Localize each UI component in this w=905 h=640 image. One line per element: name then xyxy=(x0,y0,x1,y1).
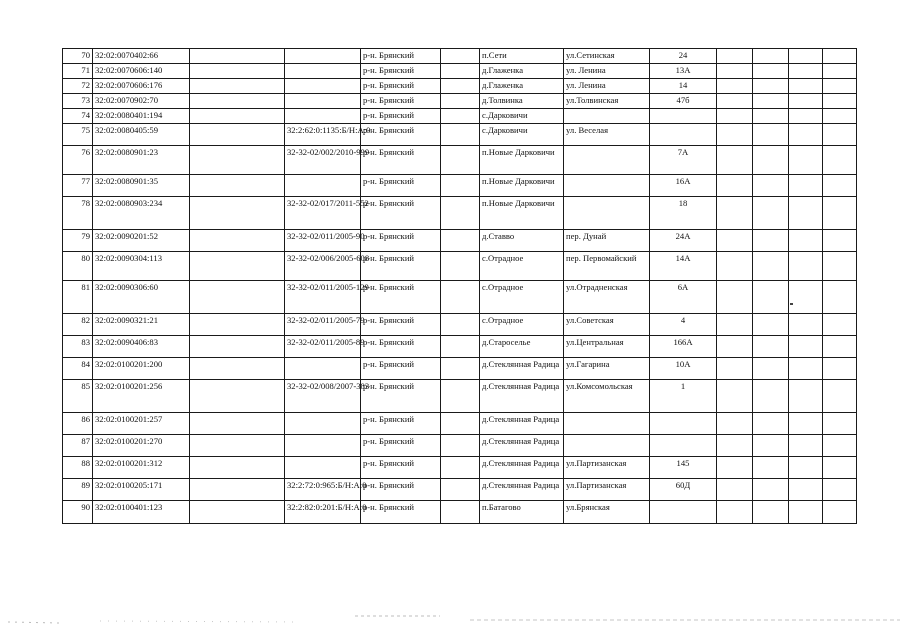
cell-e2 xyxy=(753,146,789,175)
cell-street: ул.Брянская xyxy=(564,501,650,524)
cell-e2 xyxy=(753,380,789,413)
cell-house: 60Д xyxy=(650,479,717,501)
table-row xyxy=(63,457,857,479)
cell-e3 xyxy=(789,230,823,252)
cell-street xyxy=(564,109,650,124)
cell-street xyxy=(564,413,650,435)
cell-e4 xyxy=(823,358,857,380)
cell-e3 xyxy=(789,146,823,175)
cell-settlement: д.Ставво xyxy=(480,230,564,252)
cell-house: 47б xyxy=(650,94,717,109)
cell-e2 xyxy=(753,64,789,79)
cell-no: 77 xyxy=(63,175,93,197)
cell-c3 xyxy=(190,109,285,124)
cell-c3 xyxy=(190,413,285,435)
cell-cadastral: 32:02:0080401:194 xyxy=(93,109,190,124)
cell-settlement: п.Новые Дарковичи xyxy=(480,175,564,197)
cell-e1 xyxy=(717,413,753,435)
cell-e1 xyxy=(717,380,753,413)
cell-no: 73 xyxy=(63,94,93,109)
cell-settlement: д.Стеклянная Радица xyxy=(480,413,564,435)
cell-e2 xyxy=(753,94,789,109)
cell-e3 xyxy=(789,197,823,230)
cell-cadastral: 32:02:0070902:70 xyxy=(93,94,190,109)
cell-house: 14 xyxy=(650,79,717,94)
cell-c4: 32-32-02/017/2011-552 xyxy=(285,197,361,230)
cell-e1 xyxy=(717,197,753,230)
cell-e1 xyxy=(717,252,753,281)
cell-e4 xyxy=(823,230,857,252)
cell-street: ул. Ленина xyxy=(564,64,650,79)
cell-c6 xyxy=(441,380,480,413)
cell-no: 75 xyxy=(63,124,93,146)
cell-e1 xyxy=(717,479,753,501)
cell-district: р-н. Брянский xyxy=(361,94,441,109)
cell-e3 xyxy=(789,501,823,524)
table-row xyxy=(63,501,857,524)
cell-house: 6А xyxy=(650,281,717,314)
cell-settlement: с.Отрадное xyxy=(480,281,564,314)
cell-c3 xyxy=(190,358,285,380)
cell-no: 86 xyxy=(63,413,93,435)
cell-cadastral: 32:02:0090321:21 xyxy=(93,314,190,336)
cell-house: 1 xyxy=(650,380,717,413)
table-row xyxy=(63,252,857,281)
cell-e2 xyxy=(753,479,789,501)
cell-cadastral: 32:02:0080901:23 xyxy=(93,146,190,175)
cell-house xyxy=(650,109,717,124)
cell-no: 79 xyxy=(63,230,93,252)
cell-e4 xyxy=(823,435,857,457)
cell-e3 xyxy=(789,124,823,146)
cell-e3 xyxy=(789,109,823,124)
cell-e3 xyxy=(789,49,823,64)
cell-street: ул.Партизанская xyxy=(564,479,650,501)
cell-c6 xyxy=(441,336,480,358)
table-row xyxy=(63,146,857,175)
scan-speck xyxy=(790,303,793,305)
cell-settlement: д.Стеклянная Радица xyxy=(480,358,564,380)
table-row xyxy=(63,281,857,314)
cell-no: 82 xyxy=(63,314,93,336)
cell-street: ул. Ленина xyxy=(564,79,650,94)
cell-c4: 32:2:62:0:1135:Б/Н:А:0 xyxy=(285,124,361,146)
cell-cadastral: 32:02:0090201:52 xyxy=(93,230,190,252)
table-row xyxy=(63,380,857,413)
cell-c4 xyxy=(285,49,361,64)
cell-district: р-н. Брянский xyxy=(361,109,441,124)
cell-c3 xyxy=(190,479,285,501)
cell-no: 90 xyxy=(63,501,93,524)
cell-cadastral: 32:02:0090304:113 xyxy=(93,252,190,281)
cell-c4: 32-32-02/011/2005-129 xyxy=(285,281,361,314)
cell-e4 xyxy=(823,501,857,524)
cell-e4 xyxy=(823,336,857,358)
cell-c4 xyxy=(285,358,361,380)
cell-c3 xyxy=(190,281,285,314)
cell-c3 xyxy=(190,175,285,197)
cell-e3 xyxy=(789,358,823,380)
cell-street: ул.Советская xyxy=(564,314,650,336)
cell-street: ул. Веселая xyxy=(564,124,650,146)
cell-e4 xyxy=(823,146,857,175)
cell-c6 xyxy=(441,413,480,435)
cell-street: ул.Толвинская xyxy=(564,94,650,109)
cell-c4 xyxy=(285,457,361,479)
cell-district: р-н. Брянский xyxy=(361,197,441,230)
cell-e4 xyxy=(823,94,857,109)
cell-no: 72 xyxy=(63,79,93,94)
cell-c3 xyxy=(190,457,285,479)
cell-e4 xyxy=(823,479,857,501)
cell-settlement: п.Сети xyxy=(480,49,564,64)
table-row xyxy=(63,94,857,109)
cell-e3 xyxy=(789,79,823,94)
cell-street xyxy=(564,175,650,197)
cell-e3 xyxy=(789,435,823,457)
cell-c6 xyxy=(441,49,480,64)
cell-e2 xyxy=(753,314,789,336)
cell-c3 xyxy=(190,380,285,413)
cell-e1 xyxy=(717,124,753,146)
cell-house: 145 xyxy=(650,457,717,479)
table-row xyxy=(63,314,857,336)
cell-cadastral: 32:02:0100201:256 xyxy=(93,380,190,413)
cell-e3 xyxy=(789,64,823,79)
cell-settlement: п.Батагово xyxy=(480,501,564,524)
cell-c3 xyxy=(190,64,285,79)
cell-e1 xyxy=(717,146,753,175)
cell-e2 xyxy=(753,197,789,230)
cell-no: 88 xyxy=(63,457,93,479)
cell-street xyxy=(564,435,650,457)
cell-house xyxy=(650,124,717,146)
cell-c6 xyxy=(441,109,480,124)
cell-cadastral: 32:02:0070402:66 xyxy=(93,49,190,64)
cell-settlement: д.Глаженка xyxy=(480,64,564,79)
cell-settlement: с.Дарковичи xyxy=(480,124,564,146)
cell-street: ул.Сетинская xyxy=(564,49,650,64)
cell-no: 85 xyxy=(63,380,93,413)
cell-e1 xyxy=(717,281,753,314)
cell-c3 xyxy=(190,49,285,64)
cell-house: 16А xyxy=(650,175,717,197)
cell-c3 xyxy=(190,314,285,336)
cell-e1 xyxy=(717,336,753,358)
cell-no: 87 xyxy=(63,435,93,457)
cell-c4 xyxy=(285,435,361,457)
cell-house: 24 xyxy=(650,49,717,64)
cell-no: 81 xyxy=(63,281,93,314)
cell-settlement: п.Новые Дарковичи xyxy=(480,146,564,175)
scan-noise xyxy=(0,612,905,632)
table-row xyxy=(63,64,857,79)
cell-e1 xyxy=(717,109,753,124)
cell-house: 10А xyxy=(650,358,717,380)
table-row xyxy=(63,175,857,197)
cell-street: пер. Дунай xyxy=(564,230,650,252)
cell-house: 4 xyxy=(650,314,717,336)
cell-c6 xyxy=(441,435,480,457)
cell-e1 xyxy=(717,79,753,94)
cell-c4 xyxy=(285,413,361,435)
cell-district: р-н. Брянский xyxy=(361,457,441,479)
cell-no: 80 xyxy=(63,252,93,281)
cell-c3 xyxy=(190,435,285,457)
cell-no: 71 xyxy=(63,64,93,79)
cell-c3 xyxy=(190,197,285,230)
cell-street: пер. Первомайский xyxy=(564,252,650,281)
cell-house: 18 xyxy=(650,197,717,230)
cell-c6 xyxy=(441,479,480,501)
cell-c4 xyxy=(285,79,361,94)
cell-c6 xyxy=(441,457,480,479)
cell-e4 xyxy=(823,79,857,94)
cell-e3 xyxy=(789,413,823,435)
cell-district: р-н. Брянский xyxy=(361,281,441,314)
cell-c3 xyxy=(190,501,285,524)
cell-e1 xyxy=(717,435,753,457)
cell-district: р-н. Брянский xyxy=(361,124,441,146)
register-body xyxy=(63,49,857,524)
cell-c4: 32-32-02/011/2005-90 xyxy=(285,230,361,252)
cell-e3 xyxy=(789,380,823,413)
cell-cadastral: 32:02:0090406:83 xyxy=(93,336,190,358)
cell-e1 xyxy=(717,230,753,252)
cell-e4 xyxy=(823,252,857,281)
table-row xyxy=(63,479,857,501)
cell-e4 xyxy=(823,109,857,124)
cell-e3 xyxy=(789,336,823,358)
cell-c4 xyxy=(285,94,361,109)
cell-street: ул.Комсомольская xyxy=(564,380,650,413)
cell-c4: 32-32-02/011/2005-89 xyxy=(285,336,361,358)
cell-e2 xyxy=(753,124,789,146)
cell-district: р-н. Брянский xyxy=(361,479,441,501)
cell-settlement: д.Стеклянная Радица xyxy=(480,479,564,501)
cell-cadastral: 32:02:0100205:171 xyxy=(93,479,190,501)
cell-e2 xyxy=(753,435,789,457)
cell-c6 xyxy=(441,501,480,524)
cell-c4: 32:2:72:0:965:Б/Н:А:0 xyxy=(285,479,361,501)
cell-e3 xyxy=(789,479,823,501)
cell-e1 xyxy=(717,501,753,524)
cell-c3 xyxy=(190,79,285,94)
cell-e3 xyxy=(789,314,823,336)
cell-street: ул.Партизанская xyxy=(564,457,650,479)
cell-street xyxy=(564,197,650,230)
cell-e4 xyxy=(823,49,857,64)
cell-c6 xyxy=(441,124,480,146)
cell-e2 xyxy=(753,457,789,479)
cell-e1 xyxy=(717,314,753,336)
cell-e1 xyxy=(717,175,753,197)
cell-e2 xyxy=(753,358,789,380)
cell-street: ул.Отрадненская xyxy=(564,281,650,314)
cell-e4 xyxy=(823,314,857,336)
cell-cadastral: 32:02:0100201:312 xyxy=(93,457,190,479)
cell-no: 76 xyxy=(63,146,93,175)
table-row xyxy=(63,109,857,124)
table-row xyxy=(63,435,857,457)
cell-no: 84 xyxy=(63,358,93,380)
cell-no: 78 xyxy=(63,197,93,230)
cell-settlement: с.Отрадное xyxy=(480,252,564,281)
cell-c4: 32-32-02/008/2007-383 xyxy=(285,380,361,413)
cell-no: 74 xyxy=(63,109,93,124)
cell-district: р-н. Брянский xyxy=(361,501,441,524)
cell-cadastral: 32:02:0100401:123 xyxy=(93,501,190,524)
cell-cadastral: 32:02:0070606:140 xyxy=(93,64,190,79)
cell-c3 xyxy=(190,94,285,109)
cell-e4 xyxy=(823,197,857,230)
cell-e2 xyxy=(753,109,789,124)
table-row xyxy=(63,230,857,252)
cell-cadastral: 32:02:0100201:270 xyxy=(93,435,190,457)
cell-c3 xyxy=(190,124,285,146)
cell-c3 xyxy=(190,146,285,175)
cell-e2 xyxy=(753,79,789,94)
cell-no: 83 xyxy=(63,336,93,358)
cell-c6 xyxy=(441,281,480,314)
cell-e2 xyxy=(753,336,789,358)
cell-house: 14А xyxy=(650,252,717,281)
cell-settlement: п.Новые Дарковичи xyxy=(480,197,564,230)
cell-e3 xyxy=(789,252,823,281)
cell-house: 24А xyxy=(650,230,717,252)
cell-c6 xyxy=(441,252,480,281)
cell-district: р-н. Брянский xyxy=(361,49,441,64)
cell-e3 xyxy=(789,457,823,479)
cell-district: р-н. Брянский xyxy=(361,413,441,435)
table-row xyxy=(63,336,857,358)
cell-c4 xyxy=(285,64,361,79)
table-row xyxy=(63,49,857,64)
cell-c3 xyxy=(190,336,285,358)
cell-settlement: д.Староселье xyxy=(480,336,564,358)
cell-e3 xyxy=(789,281,823,314)
cell-no: 89 xyxy=(63,479,93,501)
cell-cadastral: 32:02:0080903:234 xyxy=(93,197,190,230)
table-row xyxy=(63,197,857,230)
cell-e2 xyxy=(753,230,789,252)
cell-settlement: с.Отрадное xyxy=(480,314,564,336)
cell-settlement: д.Стеклянная Радица xyxy=(480,435,564,457)
cell-e2 xyxy=(753,49,789,64)
cell-settlement: д.Глаженка xyxy=(480,79,564,94)
cell-c3 xyxy=(190,230,285,252)
cell-district: р-н. Брянский xyxy=(361,314,441,336)
cell-e1 xyxy=(717,64,753,79)
cell-district: р-н. Брянский xyxy=(361,175,441,197)
cell-district: р-н. Брянский xyxy=(361,252,441,281)
cell-district: р-н. Брянский xyxy=(361,230,441,252)
cell-e4 xyxy=(823,124,857,146)
cell-e3 xyxy=(789,94,823,109)
cell-e2 xyxy=(753,413,789,435)
cell-e4 xyxy=(823,413,857,435)
cell-district: р-н. Брянский xyxy=(361,435,441,457)
cell-e2 xyxy=(753,281,789,314)
cell-c6 xyxy=(441,358,480,380)
cell-cadastral: 32:02:0080405:59 xyxy=(93,124,190,146)
cell-no: 70 xyxy=(63,49,93,64)
cell-c4: 32-32-02/011/2005-79 xyxy=(285,314,361,336)
cell-c4: 32-32-02/006/2005-608 xyxy=(285,252,361,281)
cell-c4 xyxy=(285,175,361,197)
table-row xyxy=(63,79,857,94)
cell-street: ул.Центральная xyxy=(564,336,650,358)
cell-cadastral: 32:02:0080901:35 xyxy=(93,175,190,197)
cell-c6 xyxy=(441,230,480,252)
cell-c6 xyxy=(441,197,480,230)
property-register-table xyxy=(62,48,857,524)
cell-house xyxy=(650,501,717,524)
cell-cadastral: 32:02:0100201:257 xyxy=(93,413,190,435)
cell-district: р-н. Брянский xyxy=(361,336,441,358)
cell-e1 xyxy=(717,457,753,479)
cell-c3 xyxy=(190,252,285,281)
table-row xyxy=(63,413,857,435)
cell-e1 xyxy=(717,94,753,109)
cell-house: 166А xyxy=(650,336,717,358)
cell-c6 xyxy=(441,314,480,336)
cell-c6 xyxy=(441,146,480,175)
cell-settlement: д.Стеклянная Радица xyxy=(480,457,564,479)
cell-e2 xyxy=(753,175,789,197)
cell-house xyxy=(650,413,717,435)
cell-e4 xyxy=(823,64,857,79)
cell-e2 xyxy=(753,252,789,281)
cell-e4 xyxy=(823,175,857,197)
cell-district: р-н. Брянский xyxy=(361,79,441,94)
cell-settlement: с.Дарковичи xyxy=(480,109,564,124)
cell-house: 13А xyxy=(650,64,717,79)
cell-street xyxy=(564,146,650,175)
cell-e1 xyxy=(717,49,753,64)
cell-cadastral: 32:02:0100201:200 xyxy=(93,358,190,380)
cell-cadastral: 32:02:0090306:60 xyxy=(93,281,190,314)
cell-e3 xyxy=(789,175,823,197)
cell-e2 xyxy=(753,501,789,524)
cell-c6 xyxy=(441,64,480,79)
cell-settlement: д.Стеклянная Радица xyxy=(480,380,564,413)
cell-district: р-н. Брянский xyxy=(361,358,441,380)
table-row xyxy=(63,124,857,146)
cell-e1 xyxy=(717,358,753,380)
cell-e4 xyxy=(823,380,857,413)
cell-district: р-н. Брянский xyxy=(361,380,441,413)
table-row xyxy=(63,358,857,380)
cell-district: р-н. Брянский xyxy=(361,64,441,79)
cell-street: ул.Гагарина xyxy=(564,358,650,380)
cell-e4 xyxy=(823,457,857,479)
cell-house xyxy=(650,435,717,457)
cell-c4 xyxy=(285,109,361,124)
cell-c4: 32-32-02/002/2010-999 xyxy=(285,146,361,175)
cell-c6 xyxy=(441,79,480,94)
cell-district: р-н. Брянский xyxy=(361,146,441,175)
cell-c4: 32:2:82:0:201:Б/Н:А:0 xyxy=(285,501,361,524)
cell-cadastral: 32:02:0070606:176 xyxy=(93,79,190,94)
cell-c6 xyxy=(441,175,480,197)
cell-settlement: д.Толвинка xyxy=(480,94,564,109)
cell-e4 xyxy=(823,281,857,314)
cell-house: 7А xyxy=(650,146,717,175)
cell-c6 xyxy=(441,94,480,109)
